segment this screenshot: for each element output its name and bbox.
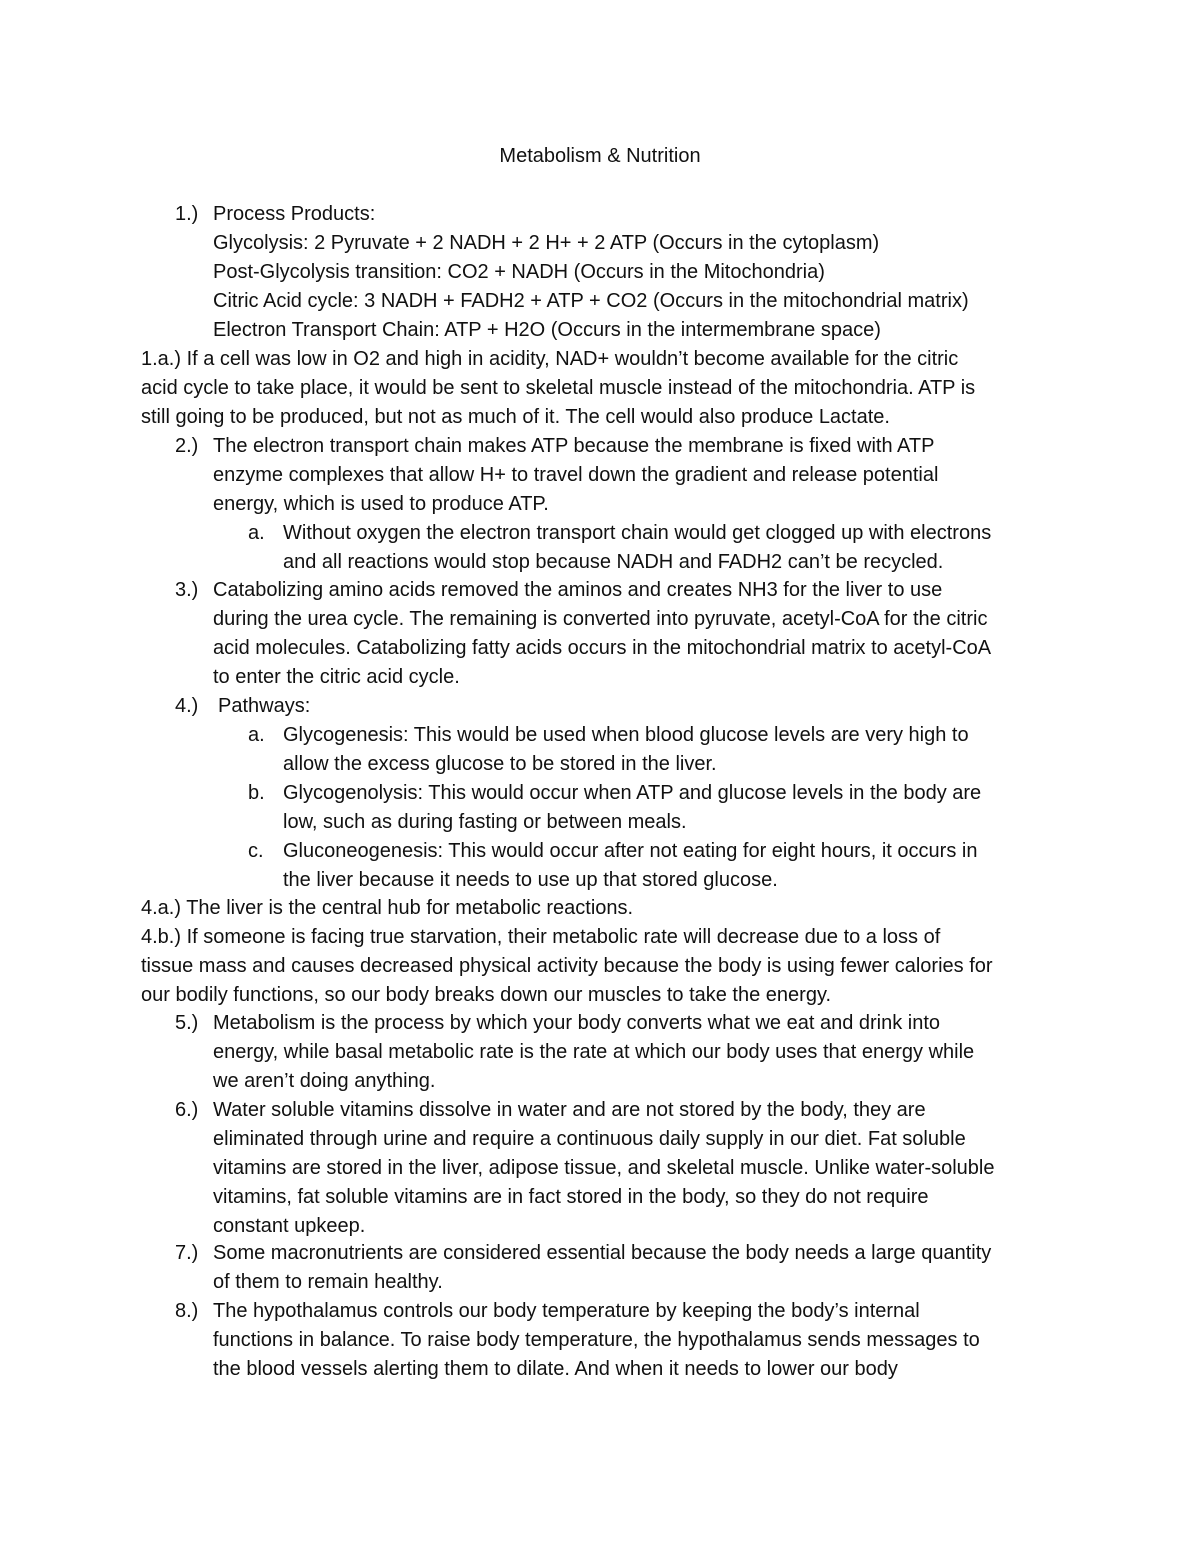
- q6-line: Water soluble vitamins dissolve in water and are not stored by the body, they are: [213, 1099, 926, 1121]
- q4b-line: our bodily functions, so our body breaks down our muscles to take the energy.: [141, 984, 832, 1006]
- q1-number: 1.): [175, 203, 199, 225]
- q7-number: 7.): [175, 1242, 199, 1264]
- q6-line: eliminated through urine and require a continuous daily supply in our diet. Fat soluble: [213, 1128, 966, 1150]
- q5-number: 5.): [175, 1012, 199, 1034]
- q3-line: Catabolizing amino acids removed the aminos and creates NH3 for the liver to use: [213, 579, 943, 601]
- q8-line: The hypothalamus controls our body temperature by keeping the body’s internal: [213, 1300, 920, 1322]
- q3-line: acid molecules. Catabolizing fatty acids occurs in the mitochondrial matrix to acetyl-CoA: [213, 637, 992, 659]
- q4b-line: tissue mass and causes decreased physical activity because the body is using fewer calories for: [141, 955, 993, 977]
- q1a-line: acid cycle to take place, it would be sent to skeletal muscle instead of the mitochondria. ATP is: [141, 377, 976, 399]
- q3-number: 3.): [175, 579, 199, 601]
- q3-line: during the urea cycle. The remaining is converted into pyruvate, acetyl-CoA for the citric: [213, 608, 988, 630]
- q3-line: to enter the citric acid cycle.: [213, 666, 460, 688]
- q6-number: 6.): [175, 1099, 199, 1121]
- q4b-line: 4.b.) If someone is facing true starvation, their metabolic rate will decrease due to a loss of: [141, 926, 941, 948]
- q4-sub-letter: b.: [248, 782, 265, 804]
- q4-heading: Pathways:: [218, 695, 311, 717]
- q2-line: energy, which is used to produce ATP.: [213, 493, 549, 515]
- q6-line: vitamins, fat soluble vitamins are in fact stored in the body, so they do not require: [213, 1186, 929, 1208]
- q1-item-citric-acid: Citric Acid cycle: 3 NADH + FADH2 + ATP + CO2 (Occurs in the mitochondrial matrix): [213, 290, 969, 312]
- q7-line: Some macronutrients are considered essential because the body needs a large quantity: [213, 1242, 992, 1264]
- q2-sub-letter: a.: [248, 522, 265, 544]
- q4-sub-line: low, such as during fasting or between meals.: [283, 811, 687, 833]
- q5-line: Metabolism is the process by which your body converts what we eat and drink into: [213, 1012, 941, 1034]
- q4a-line: 4.a.) The liver is the central hub for metabolic reactions.: [141, 897, 634, 919]
- q4-sub-letter: c.: [248, 840, 264, 862]
- q4-sub-line: allow the excess glucose to be stored in the liver.: [283, 753, 717, 775]
- q2-sub-line: and all reactions would stop because NADH and FADH2 can’t be recycled.: [283, 551, 944, 573]
- q8-number: 8.): [175, 1300, 199, 1322]
- q5-line: we aren’t doing anything.: [213, 1070, 436, 1092]
- q2-number: 2.): [175, 435, 199, 457]
- q1-item-transition: Post-Glycolysis transition: CO2 + NADH (Occurs in the Mitochondria): [213, 261, 825, 283]
- q4-number: 4.): [175, 695, 199, 717]
- q8-line: functions in balance. To raise body temperature, the hypothalamus sends messages to: [213, 1329, 980, 1351]
- q6-line: constant upkeep.: [213, 1215, 366, 1237]
- q1-heading: Process Products:: [213, 203, 376, 225]
- document-title: Metabolism & Nutrition: [499, 145, 701, 167]
- q6-line: vitamins are stored in the liver, adipose tissue, and skeletal muscle. Unlike water-soluble: [213, 1157, 995, 1179]
- q4-sub-line: Glycogenesis: This would be used when blood glucose levels are very high to: [283, 724, 969, 746]
- q4-sub-line: Gluconeogenesis: This would occur after not eating for eight hours, it occurs in: [283, 840, 978, 862]
- q7-line: of them to remain healthy.: [213, 1271, 443, 1293]
- q1a-line: 1.a.) If a cell was low in O2 and high in acidity, NAD+ wouldn’t become available for the citric: [141, 348, 959, 370]
- q2-line: enzyme complexes that allow H+ to travel down the gradient and release potential: [213, 464, 939, 486]
- q2-line: The electron transport chain makes ATP because the membrane is fixed with ATP: [213, 435, 935, 457]
- q8-line: the blood vessels alerting them to dilate. And when it needs to lower our body: [213, 1358, 898, 1380]
- q4-sub-letter: a.: [248, 724, 265, 746]
- q4-sub-line: the liver because it needs to use up that stored glucose.: [283, 869, 778, 891]
- q1-item-etc: Electron Transport Chain: ATP + H2O (Occurs in the intermembrane space): [213, 319, 881, 341]
- q2-sub-line: Without oxygen the electron transport chain would get clogged up with electrons: [283, 522, 992, 544]
- q4-sub-line: Glycogenolysis: This would occur when ATP and glucose levels in the body are: [283, 782, 982, 804]
- q5-line: energy, while basal metabolic rate is the rate at which our body uses that energy while: [213, 1041, 975, 1063]
- q1a-line: still going to be produced, but not as much of it. The cell would also produce Lactate.: [141, 406, 890, 428]
- q1-item-glycolysis: Glycolysis: 2 Pyruvate + 2 NADH + 2 H+ + 2 ATP (Occurs in the cytoplasm): [213, 232, 880, 254]
